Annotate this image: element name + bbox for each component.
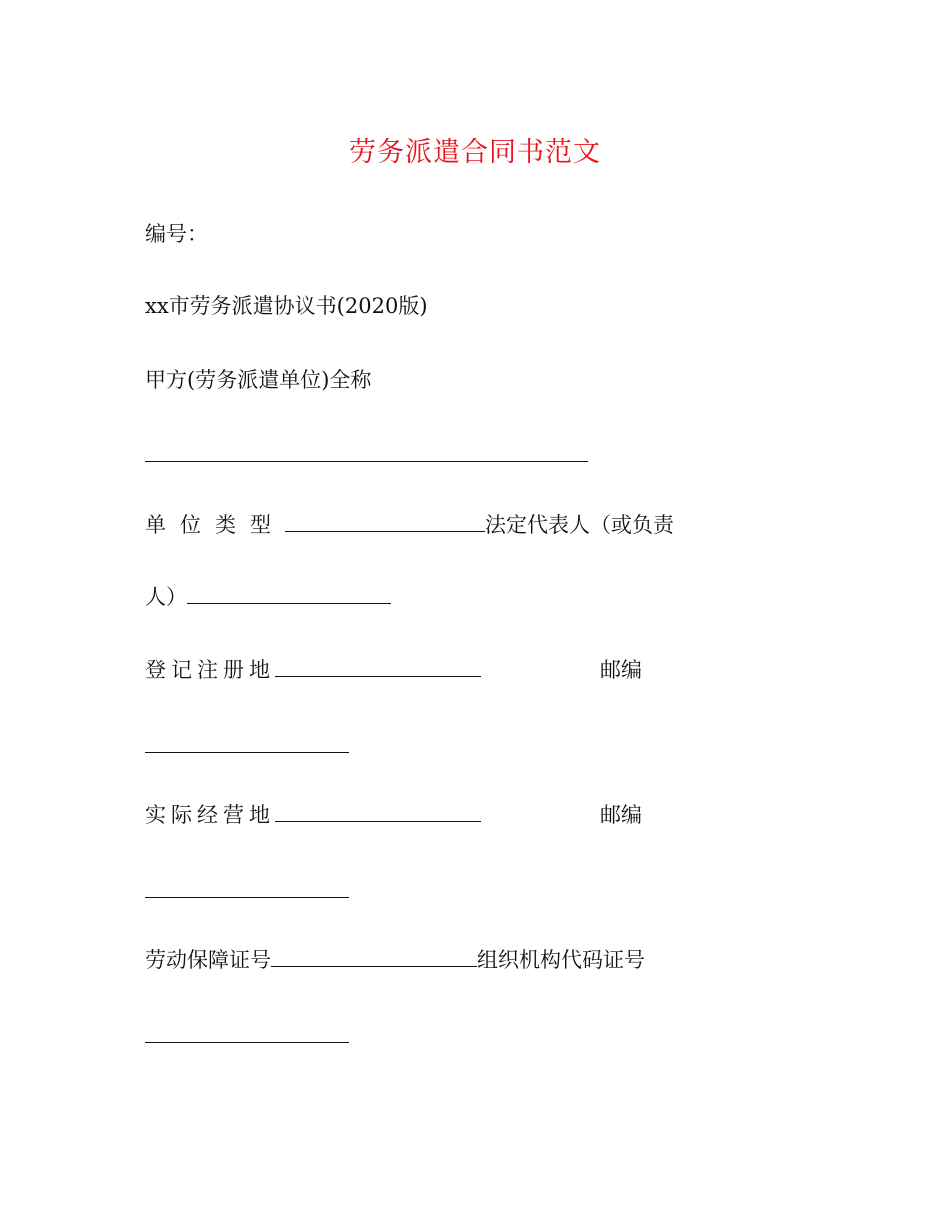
org-code-blank (145, 1041, 349, 1043)
legal-rep-row (145, 583, 391, 611)
registered-address-label: 登记注册地 (145, 658, 275, 682)
registered-address-blank (275, 675, 481, 677)
legal-rep-label-cont: 人） (145, 585, 187, 609)
number-label: 编号： (145, 222, 208, 246)
labor-permit-label: 劳动保障证号 (145, 948, 271, 972)
labor-permit-blank (271, 965, 477, 967)
document-title: 劳务派遣合同书范文 (349, 137, 601, 168)
actual-address-row (145, 801, 481, 829)
legal-rep-label: 法定代表人（或负责 (485, 513, 674, 537)
postal-code-blank-1 (145, 751, 349, 753)
party-a-name-blank (145, 460, 588, 462)
actual-address-blank (275, 820, 481, 822)
org-code-label: 组织机构代码证号 (477, 948, 645, 972)
unit-type-label: 单位类型 (145, 513, 285, 537)
postal-code-label-2: 邮编 (600, 803, 642, 827)
agreement-subtitle: xx市劳务派遣协议书(2020版) (145, 294, 428, 318)
postal-code-blank-2 (145, 896, 349, 898)
actual-address-label: 实际经营地 (145, 803, 275, 827)
registered-address-row (145, 656, 481, 684)
unit-type-blank (285, 530, 485, 532)
party-a-label: 甲方(劳务派遣单位)全称 (145, 368, 372, 392)
legal-rep-blank (187, 602, 391, 604)
labor-permit-row (145, 946, 645, 974)
postal-code-label-1: 邮编 (600, 658, 642, 682)
unit-type-row (145, 511, 674, 539)
